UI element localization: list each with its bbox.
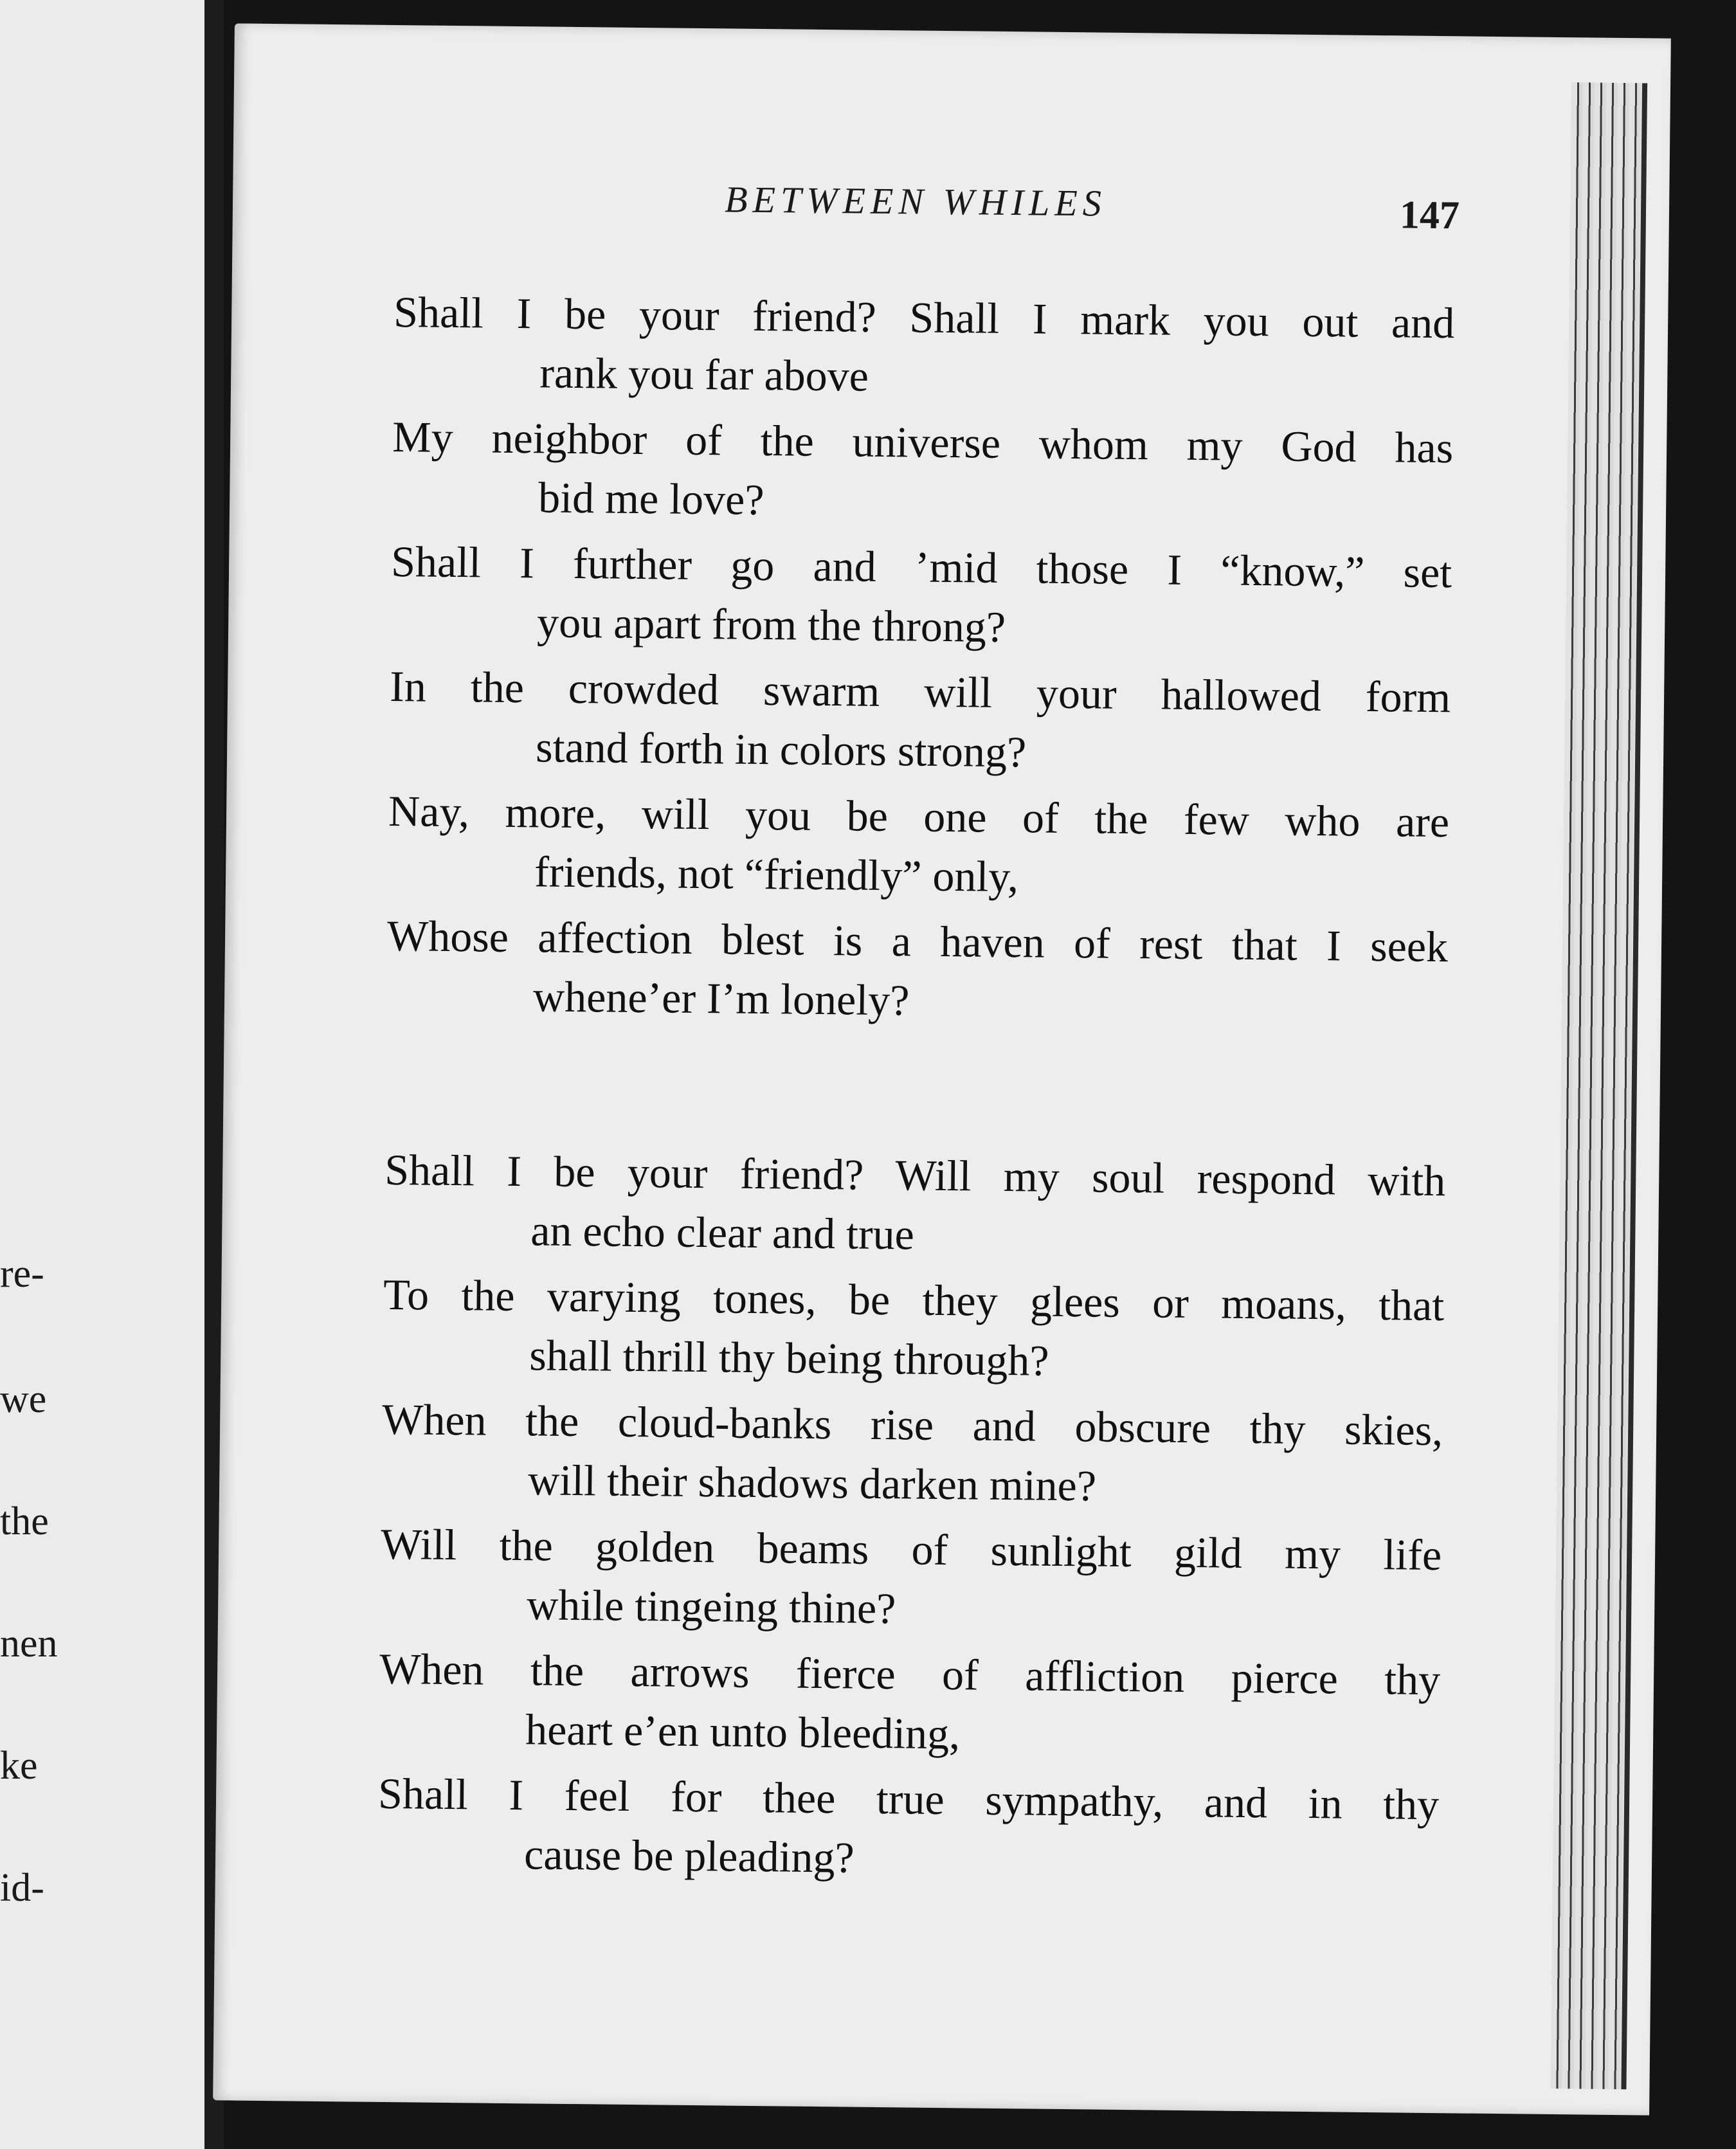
verse-line-text: Shall I be your friend? Will my soul respond with [384,1145,1446,1206]
stanza [386,282,1487,1036]
verse-line-continuation: stand forth in colors strong? [535,722,1027,777]
verse-line-text: Will the golden beams of sunlight gild my life [380,1519,1442,1580]
verse-line [388,781,1482,911]
verse-line-continuation: while tingeing thine? [526,1580,896,1633]
verse-line-continuation: heart e’en unto bleeding, [525,1705,961,1759]
verse-line [392,407,1486,537]
page-number: 147 [1399,193,1460,238]
verse-line [379,1639,1473,1769]
verse-line-continuation: an echo clear and true [530,1206,915,1259]
verse-line-continuation: rank you far above [539,348,869,401]
verse-line-continuation: you apart from the throng? [536,597,1006,651]
left-fragment: the [0,1500,49,1543]
verse-line [386,906,1481,1036]
verse-line [380,1514,1474,1644]
verse-line-text: Shall I further go and ’mid those I “know,” set [390,536,1452,597]
page-edges [1550,82,1647,2089]
running-title: BETWEEN WHILES [724,178,1107,224]
left-fragment: ke [0,1744,38,1788]
verse-line [389,657,1483,786]
running-head [233,172,1670,238]
left-page-text-fragments [0,0,204,2149]
verse-line-text: When the arrows fierce of affliction pierce thy [379,1644,1441,1705]
verse-line-text: My neighbor of the universe whom my God has [392,412,1454,473]
verse-line-text: When the cloud-banks rise and obscure thy skies, [381,1394,1443,1455]
left-fragment: nen [0,1622,58,1665]
left-fragment: id- [0,1866,44,1910]
left-fragment: we [0,1377,47,1421]
stanza [377,1140,1478,1894]
verse-line-text: Nay, more, will you be one of the few who are [388,786,1450,847]
verse-line-continuation: will their shadows darken mine? [527,1455,1097,1510]
verse-line [377,1764,1472,1894]
left-fragment: re- [0,1252,44,1296]
verse-line [390,532,1485,662]
right-page [213,23,1671,2115]
verse-line-continuation: whene’er I’m lonely? [532,972,910,1025]
verse-line-text: To the varying tones, be they glees or moans, that [383,1269,1445,1330]
verse-line-continuation: shall thrill thy being through? [529,1330,1050,1385]
verse-line-continuation: friends, not “friendly” only, [534,847,1019,902]
verse-line [384,1140,1478,1270]
verse-line-text: Shall I feel for thee true sympathy, and in thy [377,1768,1440,1829]
verse-line-text: In the crowded swarm will your hallowed form [389,661,1451,722]
verse-line-continuation: bid me love? [538,473,764,525]
poem [376,282,1487,2009]
left-page [0,0,204,2149]
verse-line-text: Whose affection blest is a haven of rest that I seek [386,911,1449,972]
verse-line [393,282,1487,412]
verse-line-continuation: cause be pleading? [523,1829,855,1882]
verse-line-text: Shall I be your friend? Shall I mark you out and [393,287,1455,348]
verse-line [383,1265,1477,1395]
verse-line [381,1390,1476,1519]
